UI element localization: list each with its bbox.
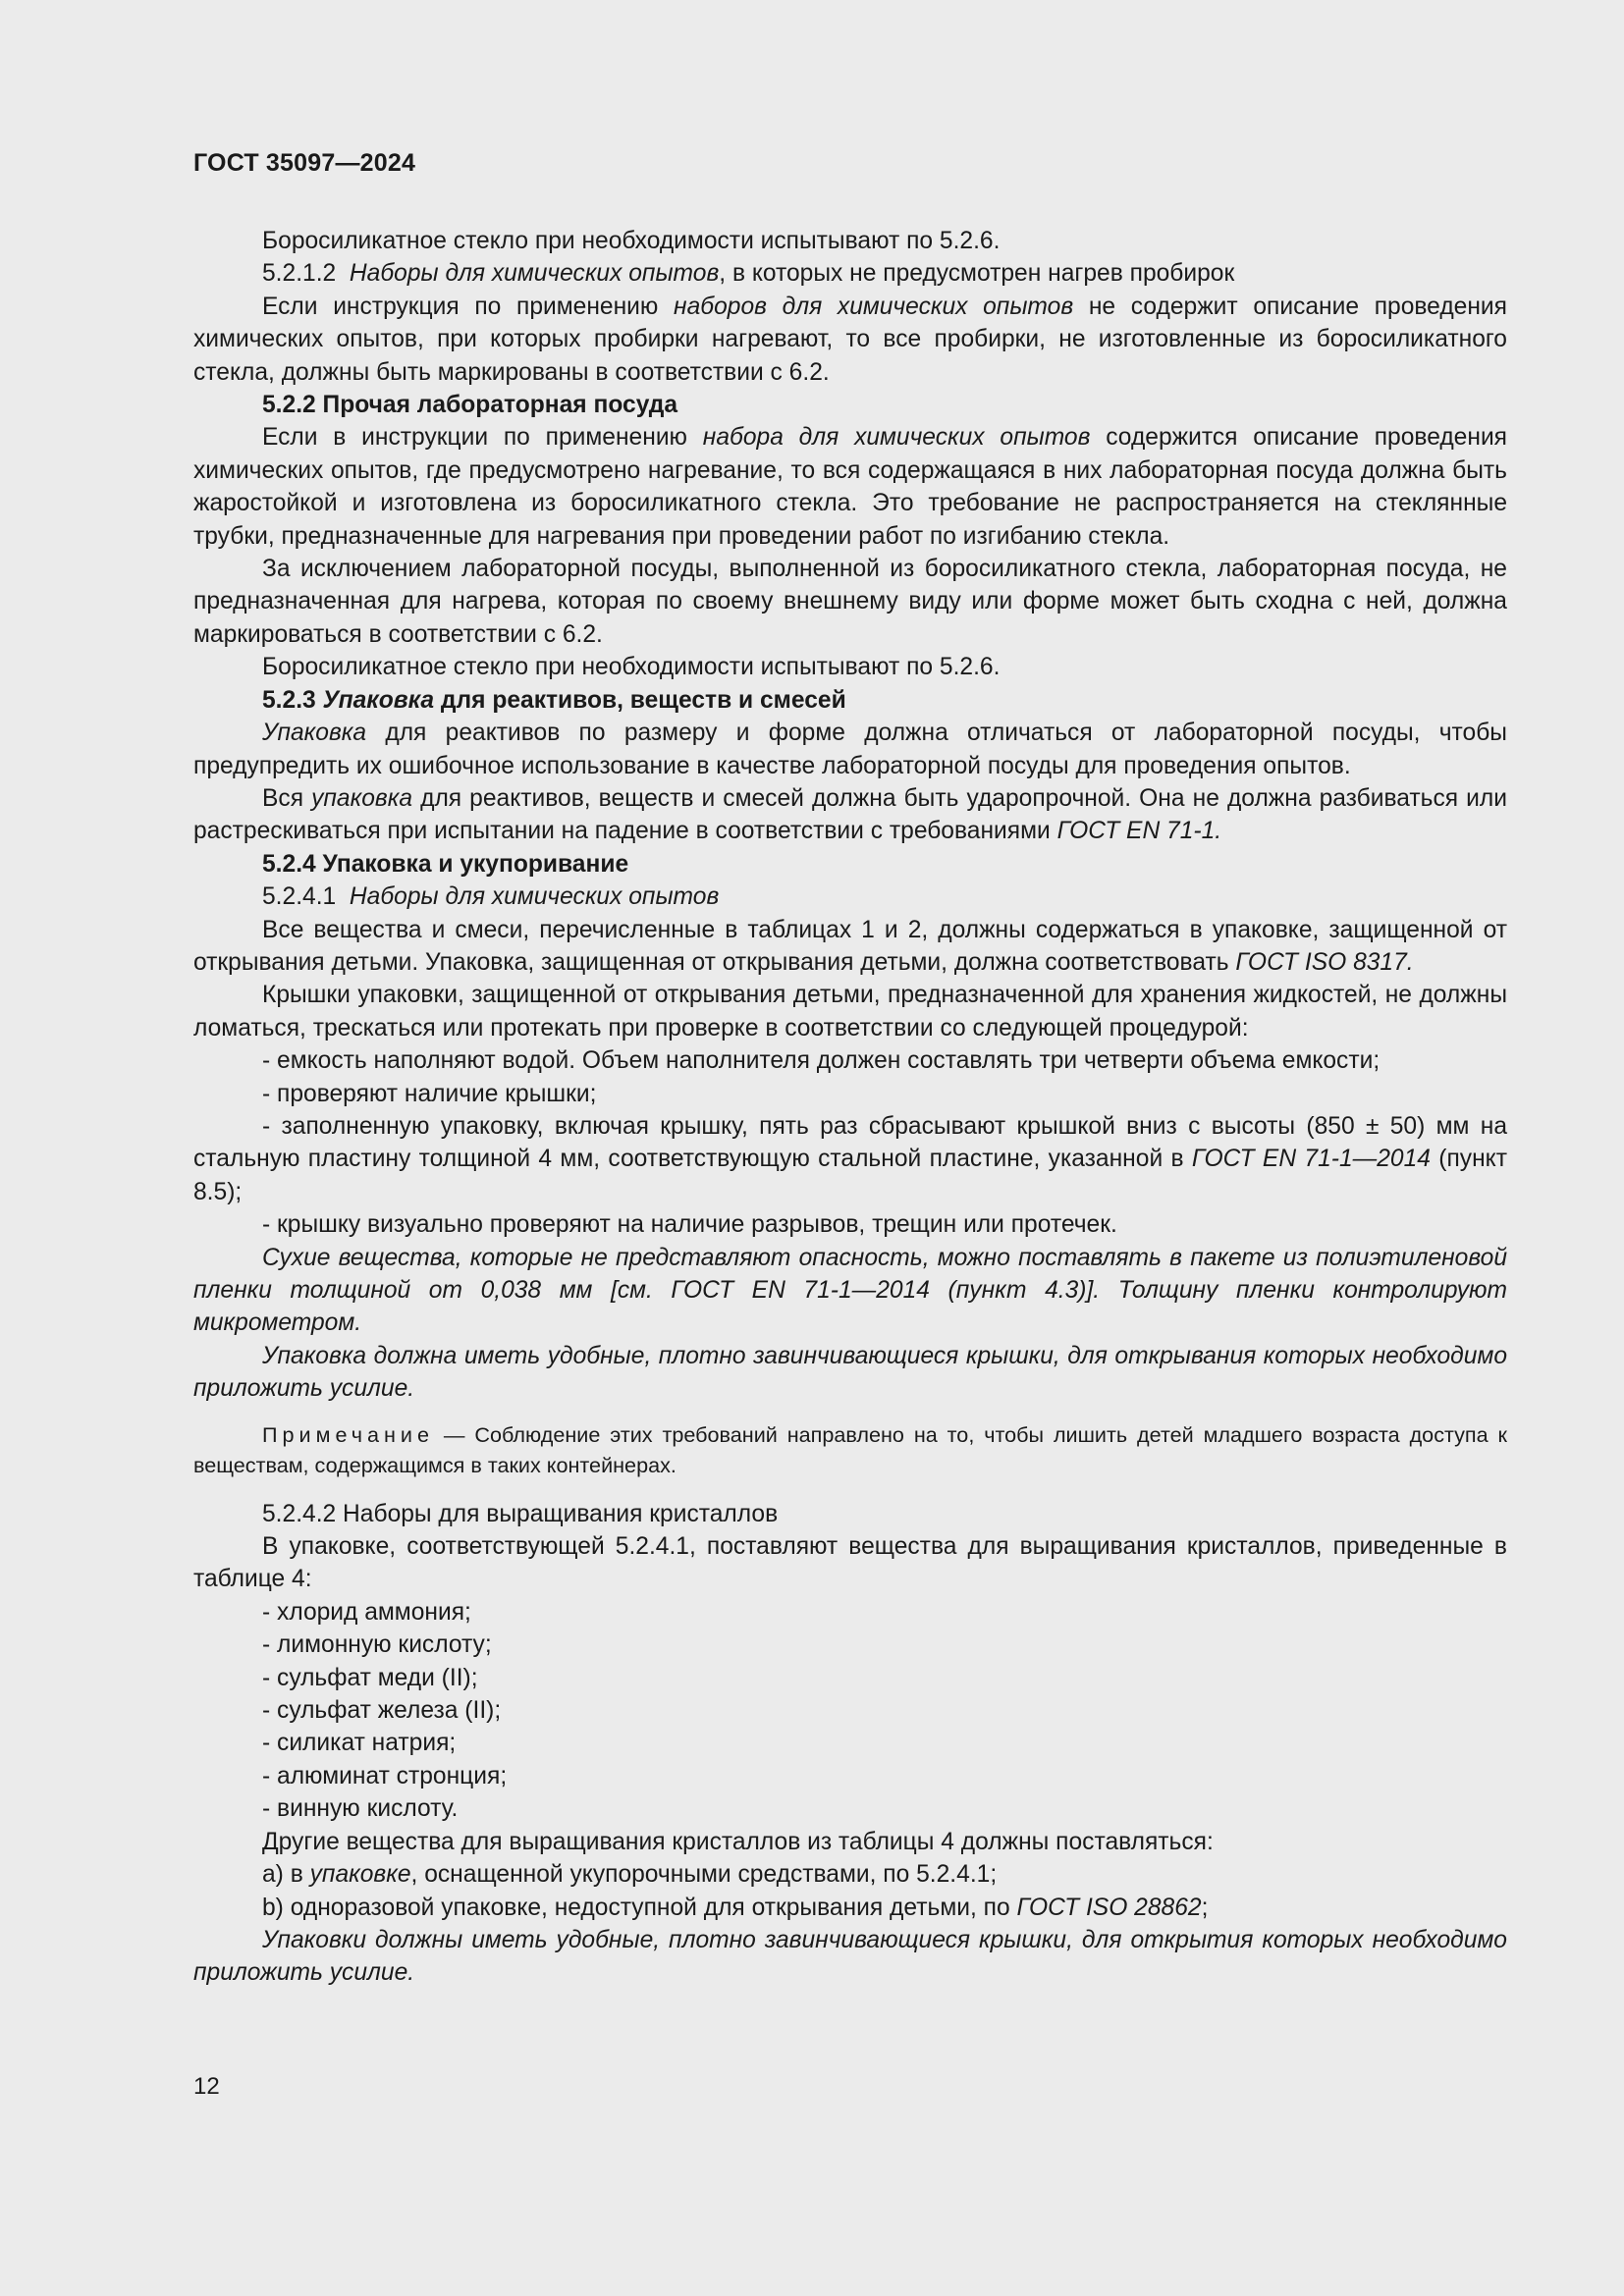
list-item: - крышку визуально проверяют на наличие разрывов, трещин или протечек. [262,1211,1117,1239]
text: а) в [262,1861,310,1889]
paragraph [193,291,1507,389]
section-number: 5.2.4.1 [262,883,337,911]
text: не содержит описание проведения химических опытов, при которых пробирки нагревают, то все пробирки, не изготовленные из боросиликатного стекла, должны быть маркированы в соответствии с 6.2. [193,293,1507,386]
list-item: - хлорид аммония; [262,1598,471,1626]
text: ; [1201,1894,1209,1921]
paragraph-italic [193,1924,1507,1990]
subsection-5-2-1-2 [193,257,1507,290]
paragraph [193,717,1507,782]
paragraph-italic [193,1242,1507,1340]
document-code: ГОСТ 35097—2024 [193,149,416,177]
text: Все вещества и смеси, перечисленные в таблицах 1 и 2, должны содержаться в упаковке, защищенной от открывания детьми. Упаковка, защищенная от открывания детьми, должна соответствовать [193,916,1507,976]
list-item [193,1110,1507,1208]
note-label: Примечание [262,1421,434,1447]
list-item: - сульфат железа (II); [262,1697,502,1725]
section-number: 5.2.1.2 [262,260,337,288]
section-title: Наборы для химических опытов [349,883,720,911]
text: , оснащенной укупорочными средствами, по 5.2.4.1; [410,1861,998,1889]
section-number: 5.2.3 [262,686,323,714]
text: Вся [262,784,312,812]
standard-reference: ГОСТ EN 71-1. [1056,818,1222,845]
list-item: - лимонную кислоту; [262,1631,492,1659]
text: для реактивов по размеру и форме должна отличаться от лабораторной посуды, чтобы предупредить их ошибочное использование в качестве лабораторной посуды для проведения опытов. [193,720,1507,779]
note-text: — Соблюдение этих требований направлено на то, чтобы лишить детей младшего возраста доступа к веществам, содержащимся в таких контейнерах. [193,1421,1507,1477]
term: набора для химических опытов [702,424,1091,452]
paragraph [193,782,1507,848]
section-heading-5-2-4: 5.2.4 Упаковка и укупоривание [262,850,629,878]
text: Сухие вещества, которые не представляют опасность, можно поставлять в пакете из полиэтиленовой пленки толщиной от 0,038 мм [см. ГОСТ EN 71-1—2014 (пункт 4.3)]. Толщину пленки контролируют микрометром. [193,1244,1507,1337]
paragraph: Боросиликатное стекло при необходимости испытывают по 5.2.6. [262,654,1001,681]
paragraph: В упаковке, соответствующей 5.2.4.1, поставляют вещества для выращивания кристаллов, приведенные в таблице 4: [193,1533,1507,1593]
note [193,1419,1507,1480]
section-title-rest: для реактивов, веществ и смесей [434,686,846,714]
text: Упаковка должна иметь удобные, плотно завинчивающиеся крышки, для открывания которых необходимо приложить усилие. [193,1342,1507,1403]
paragraph [193,914,1507,980]
document-body [193,225,1507,1990]
paragraph [193,421,1507,553]
text: содержится описание проведения химических опытов, где предусмотрено нагревание, то вся содержащаяся в них лабораторная посуда должна быть жаростойкой и изготовлена из боросиликатного стекла. Это требование не распространяется на стеклянные трубки, предназначенные для нагревания при проведении работ по изгибанию стекла. [193,424,1508,550]
list-item: - сульфат меди (II); [262,1664,478,1691]
text: Если в инструкции по применению [262,424,703,452]
paragraph: Боросиликатное стекло при необходимости испытывают по 5.2.6. [262,228,1001,254]
term: упаковка [311,784,413,812]
term: наборов для химических опытов [674,293,1074,320]
text: - заполненную упаковку, включая крышку, пять раз сбрасывают крышкой вниз с высоты (850 ± 50) мм на стальную пластину толщиной 4 мм, соответствующую стальной пластине, указанной в [193,1112,1507,1173]
subsection-5-2-4-1 [193,881,1507,913]
paragraph: Крышки упаковки, защищенной от открывания детьми, предназначенной для хранения жидкостей, не должны ломаться, трескаться или протекать при проверке в соответствии со следующей процедурой: [193,982,1507,1041]
section-title: Наборы для химических опытов [349,260,720,288]
page-number: 12 [193,2073,220,2100]
text: Упаковки должны иметь удобные, плотно завинчивающиеся крышки, для открытия которых необходимо приложить усилие. [193,1926,1507,1987]
list-item [193,1892,1507,1924]
section-heading-5-2-2: 5.2.2 Прочая лабораторная посуда [262,392,678,419]
list-item [193,1858,1507,1891]
list-item: - проверяют наличие крышки; [262,1080,597,1107]
list-item: - силикат натрия; [262,1730,457,1757]
text: для реактивов, веществ и смесей должна быть ударопрочной. Она не должна разбиваться или растрескиваться при испытании на падение в соответствии с требованиями [193,784,1507,845]
list-item: - винную кислоту. [262,1795,459,1823]
section-title-rest: , в которых не предусмотрен нагрев пробирок [719,260,1235,288]
list-item: - алюминат стронция; [262,1762,508,1789]
standard-reference: ГОСТ EN 71-1—2014 [1191,1146,1431,1173]
standard-reference: ГОСТ ISO 28862 [1016,1894,1202,1921]
text: (пункт 8.5); [193,1146,1507,1205]
list-item: - емкость наполняют водой. Объем наполнителя должен составлять три четверти объема емкости; [262,1047,1380,1075]
section-heading-5-2-3 [193,684,1507,717]
term: Упаковка [262,720,367,747]
term: Упаковка [322,686,435,714]
paragraph-italic [193,1340,1507,1406]
paragraph: За исключением лабораторной посуды, выполненной из боросиликатного стекла, лабораторная посуда, не предназначенная для нагрева, которая по своему внешнему виду или форме может быть сходна с ней, должна маркироваться в соответствии с 6.2. [193,556,1507,648]
paragraph: Другие вещества для выращивания кристаллов из таблицы 4 должны поставляться: [262,1828,1214,1855]
subsection-5-2-4-2: 5.2.4.2 Наборы для выращивания кристаллов [262,1500,779,1527]
text: b) одноразовой упаковке, недоступной для открывания детьми, по [262,1894,1017,1921]
standard-reference: ГОСТ ISO 8317. [1235,948,1414,976]
text: Если инструкция по применению [262,293,675,320]
term: упаковке [309,1861,411,1889]
